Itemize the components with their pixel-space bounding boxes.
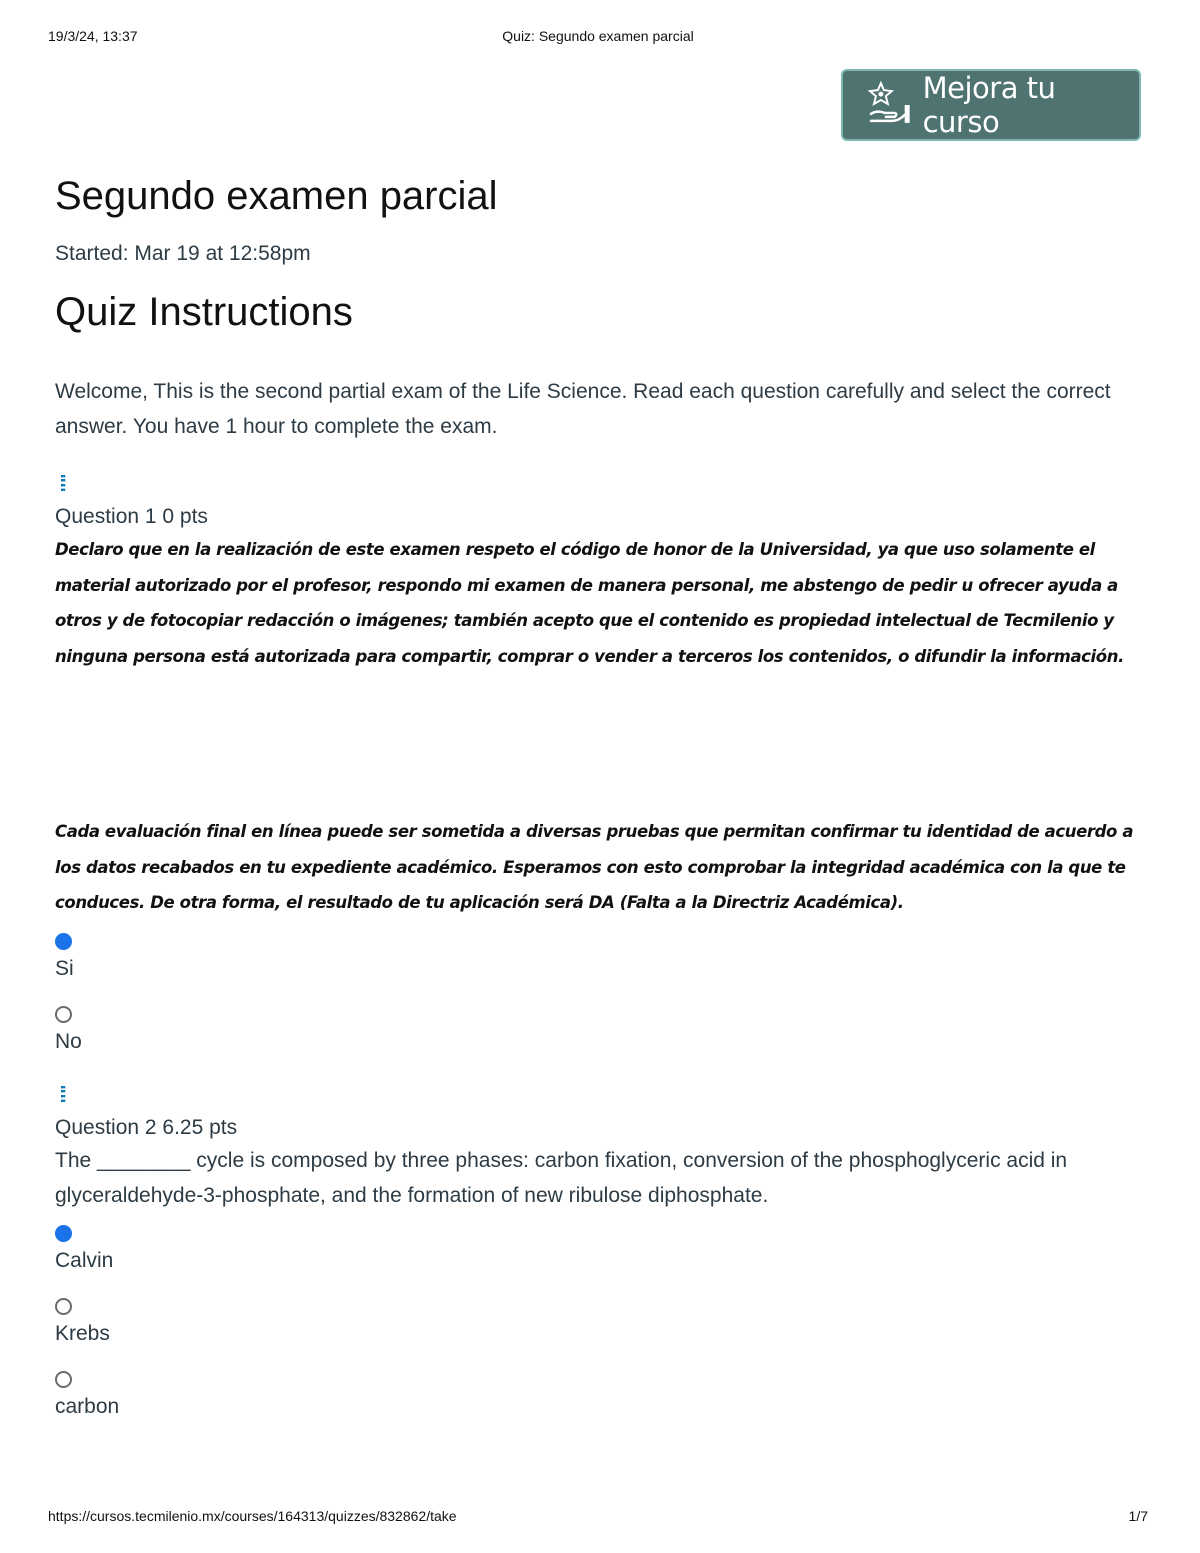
question-1-text-paragraph-1: Declaro que en la realización de este examen respeto el código de honor de la Universidad, ya que uso solamente el material autorizado por el profesor, respondo mi examen de manera personal, me abstengo de pedir u ofrecer ayuda a otros y de fotocopiar redacción o imágenes; también acepto que el contenido es propiedad intelectual de Tecmilenio y ninguna persona está autorizada para compartir, comprar o vender a terceros los contenidos, o difundir la información. bbox=[55, 540, 1124, 666]
answer-option[interactable] bbox=[55, 1225, 1140, 1276]
improve-course-button[interactable] bbox=[841, 69, 1141, 141]
answer-label: Si bbox=[55, 956, 74, 980]
answer-option[interactable] bbox=[55, 1298, 1140, 1349]
question-2 bbox=[55, 1081, 1140, 1422]
radio-button-selected[interactable] bbox=[55, 1225, 72, 1242]
print-datetime: 19/3/24, 13:37 bbox=[48, 28, 138, 44]
answer-label: Calvin bbox=[55, 1248, 114, 1272]
star-hand-icon bbox=[867, 81, 915, 129]
instructions-text: Welcome, This is the second partial exam of the Life Science. Read each question carefully and select the correct answer. You have 1 hour to complete the exam. bbox=[55, 380, 1111, 438]
radio-button[interactable] bbox=[55, 1371, 72, 1388]
page-url: https://cursos.tecmilenio.mx/courses/164313/quizzes/832862/take bbox=[48, 1508, 457, 1524]
improve-course-label: Mejora tu curso bbox=[922, 71, 1056, 139]
print-document-title: Quiz: Segundo examen parcial bbox=[502, 28, 694, 44]
answer-label: carbon bbox=[55, 1394, 120, 1418]
question-1 bbox=[55, 470, 1140, 1057]
answer-option[interactable] bbox=[55, 1006, 1140, 1057]
answer-label: No bbox=[55, 1029, 82, 1053]
print-header bbox=[48, 28, 1148, 48]
drag-handle-icon[interactable]: ⁞⁞ bbox=[59, 471, 64, 496]
radio-button[interactable] bbox=[55, 1006, 72, 1023]
drag-handle-icon[interactable]: ⁞⁞ bbox=[59, 1081, 64, 1107]
question-1-header: Question 1 0 pts bbox=[55, 505, 208, 528]
radio-button[interactable] bbox=[55, 1298, 72, 1315]
radio-button-selected[interactable] bbox=[55, 933, 72, 950]
page-number: 1/7 bbox=[1128, 1508, 1148, 1524]
question-1-text-paragraph-2: Cada evaluación final en línea puede ser sometida a diversas pruebas que permitan confirmar tu identidad de acuerdo a los datos recabados en tu expediente académico. Esperamos con esto comprobar la integridad académica con la que te conduces. De otra forma, el resultado de tu aplicación será DA (Falta a la Directriz Académica). bbox=[55, 822, 1134, 912]
answer-label: Krebs bbox=[55, 1321, 110, 1345]
answer-option[interactable] bbox=[55, 933, 1140, 984]
quiz-started-time: Started: Mar 19 at 12:58pm bbox=[55, 242, 311, 265]
page-title: Segundo examen parcial bbox=[55, 174, 498, 218]
question-2-text: The ________ cycle is composed by three phases: carbon fixation, conversion of the phosphoglyceric acid in glyceraldehyde-3-phosphate, and the formation of new ribulose diphosphate. bbox=[55, 1148, 1068, 1207]
answer-option[interactable] bbox=[55, 1371, 1140, 1422]
quiz-content bbox=[55, 170, 1140, 1422]
question-2-header: Question 2 6.25 pts bbox=[55, 1115, 238, 1139]
print-footer bbox=[48, 1508, 1148, 1528]
instructions-heading: Quiz Instructions bbox=[55, 290, 353, 334]
